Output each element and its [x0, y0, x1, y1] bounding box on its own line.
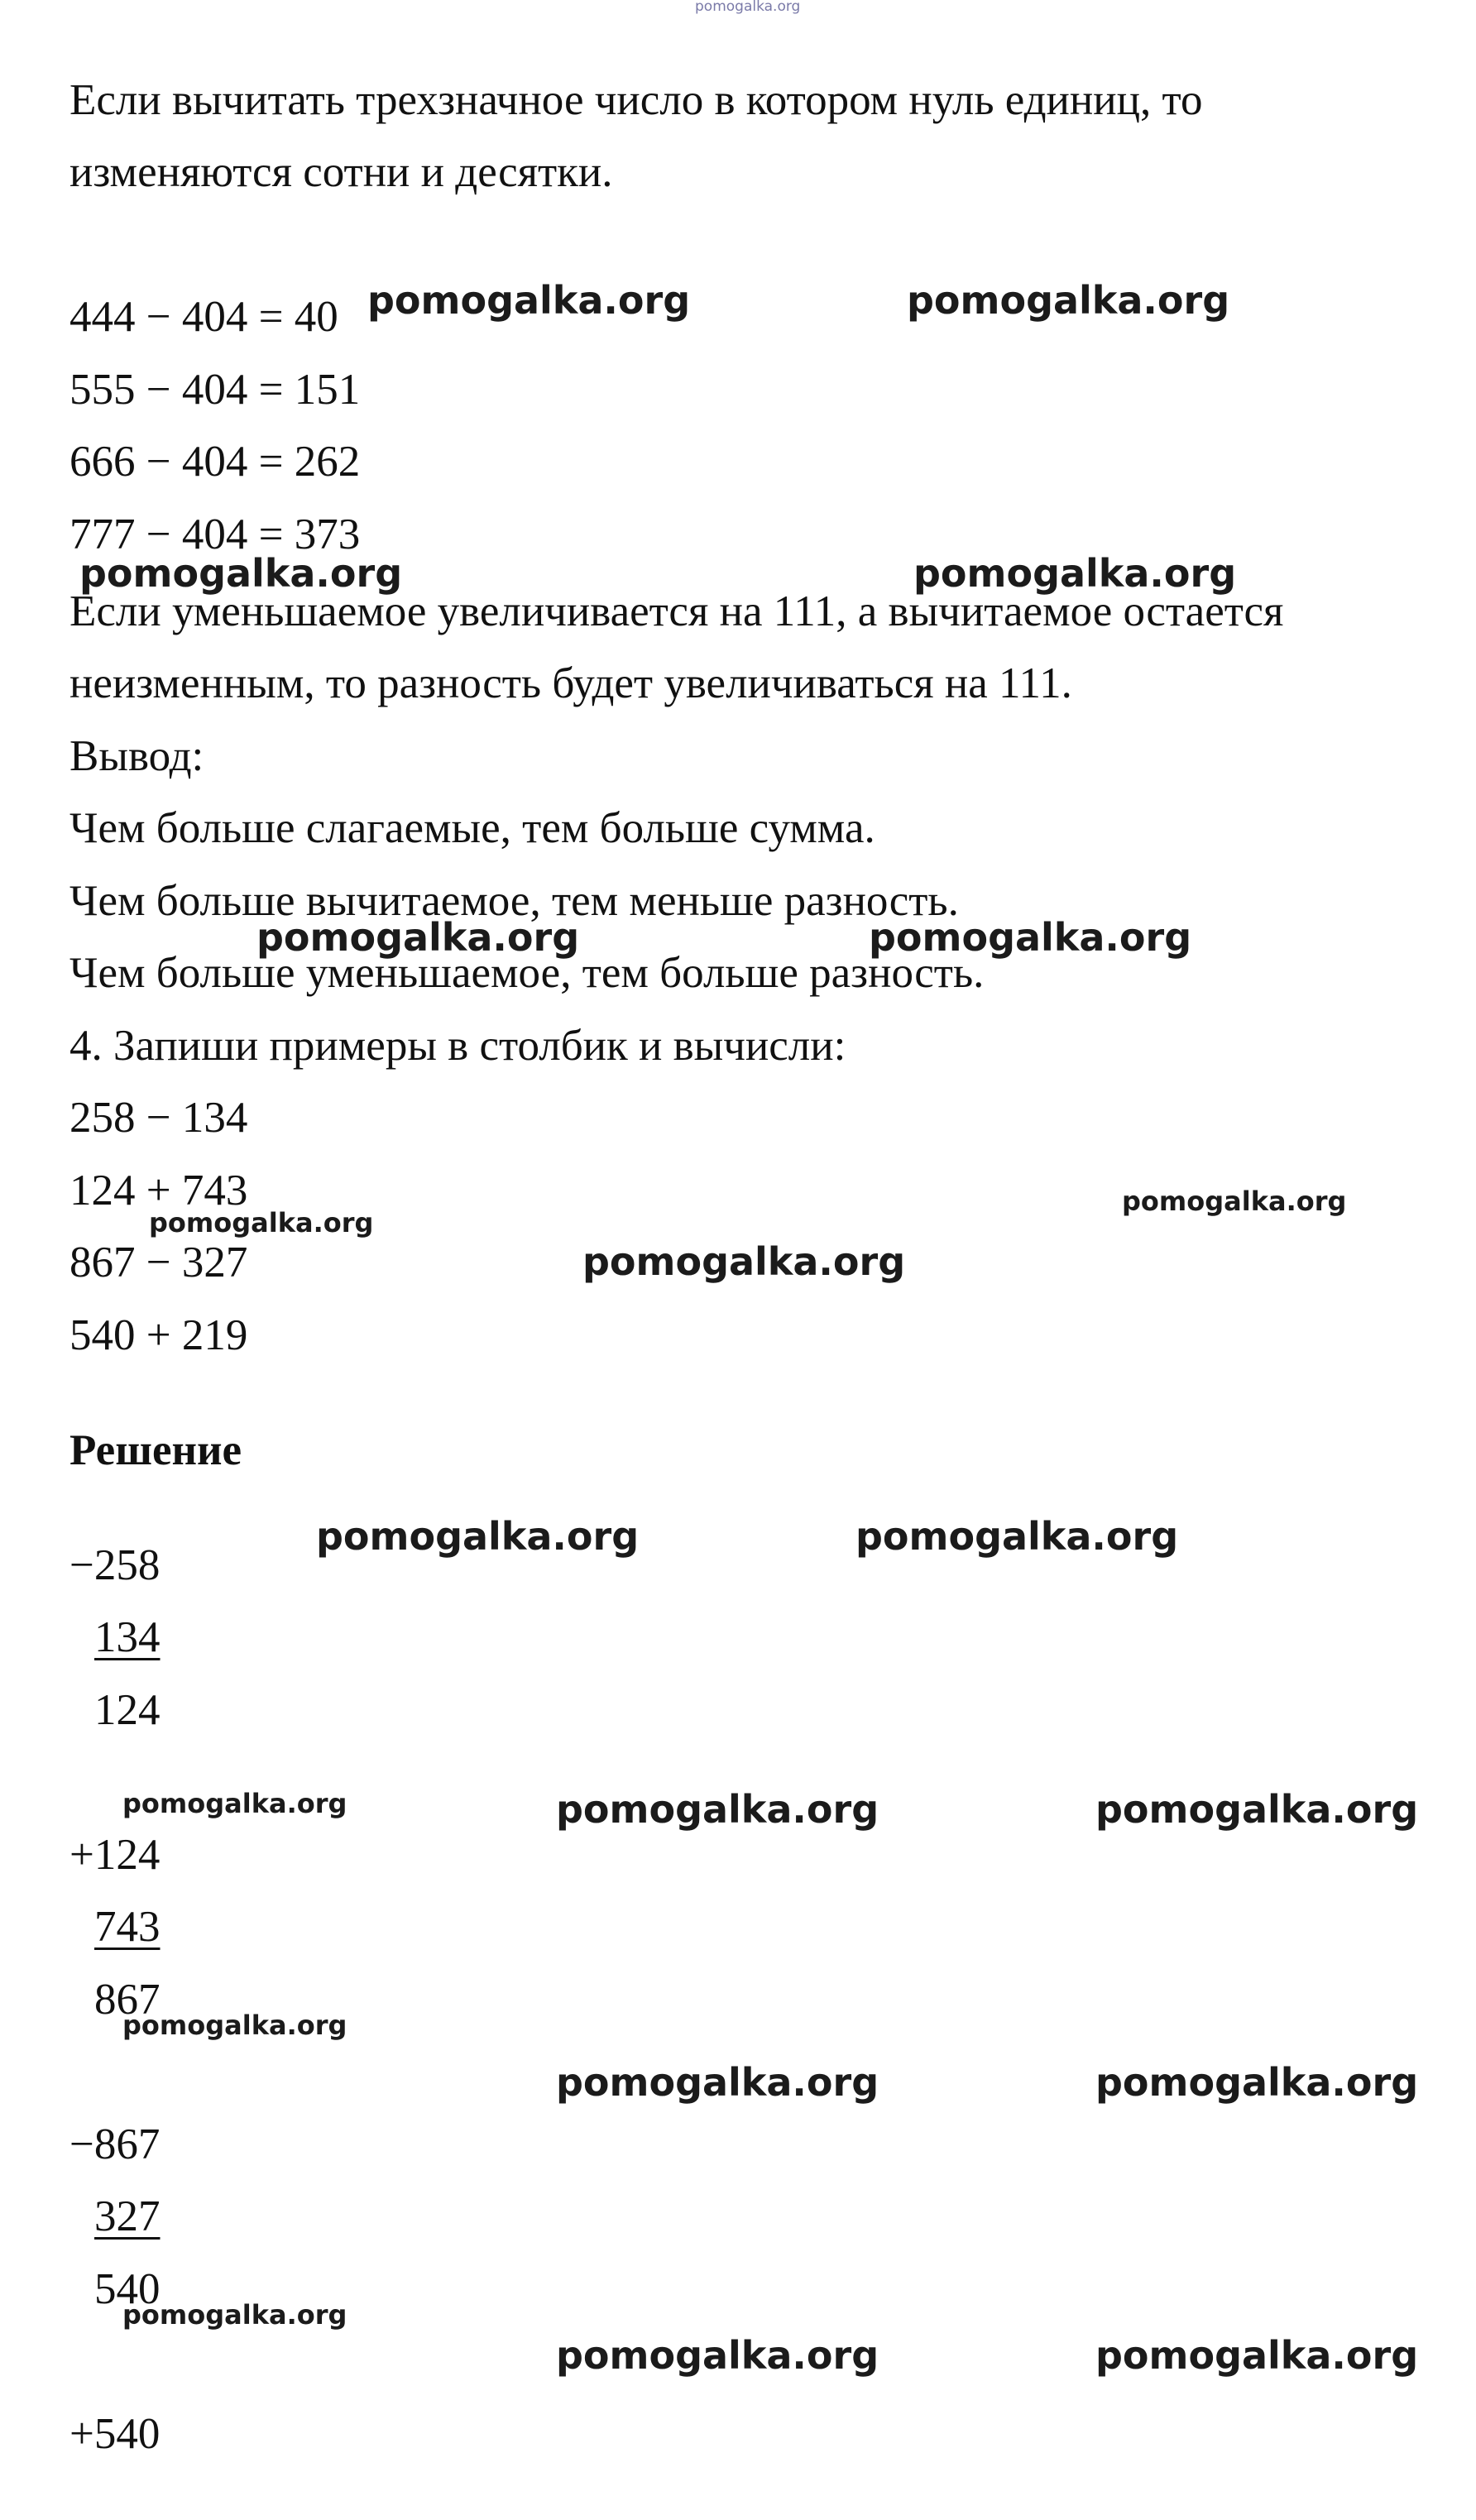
watermark: pomogalka.org — [1095, 1787, 1419, 1832]
watermark: pomogalka.org — [556, 1787, 879, 1832]
task-example-2: 124 + 743 — [69, 1167, 248, 1214]
watermark: pomogalka.org — [1095, 2333, 1419, 2378]
conclusion-item-1: Чем больше слагаемые, тем больше сумма. — [69, 804, 875, 852]
intro-line-2: изменяются сотни и десятки. — [69, 148, 613, 196]
task-title: 4. Запиши примеры в столбик и вычисли: — [69, 1022, 846, 1070]
column-4-first: +540 — [69, 2410, 161, 2458]
watermark: pomogalka.org — [316, 1514, 640, 1559]
observation-line-1: Если уменьшаемое увеличивается на 111, а вычитаемое остается — [69, 587, 1284, 635]
conclusion-item-3: Чем больше уменьшаемое, тем больше разность. — [69, 949, 985, 997]
watermark: pomogalka.org — [122, 2010, 347, 2041]
watermark: pomogalka.org — [913, 551, 1237, 596]
column-2-first: +124 — [69, 1831, 161, 1879]
watermark: pomogalka.org — [149, 1207, 374, 1238]
task-example-3: 867 − 327 — [69, 1238, 248, 1286]
column-3-first: −867 — [69, 2120, 161, 2168]
watermark: pomogalka.org — [1122, 1186, 1347, 1217]
watermark: pomogalka.org — [79, 551, 403, 596]
watermark: pomogalka.org — [122, 1788, 347, 1819]
equation-2: 555 − 404 = 151 — [69, 366, 361, 414]
column-3-result: 540 — [94, 2265, 161, 2313]
column-1-second: 134 — [94, 1613, 161, 1661]
watermark: pomogalka.org — [256, 915, 580, 960]
watermark: pomogalka.org — [907, 278, 1230, 323]
watermark: pomogalka.org — [367, 278, 691, 323]
watermark: pomogalka.org — [855, 1514, 1179, 1559]
watermark: pomogalka.org — [556, 2333, 879, 2378]
task-example-4: 540 + 219 — [69, 1311, 248, 1359]
observation-line-2: неизменным, то разность будет увеличиваться на 111. — [69, 659, 1072, 707]
watermark: pomogalka.org — [869, 915, 1192, 960]
intro-line-1: Если вычитать трехзначное число в котором нуль единиц, то — [69, 76, 1203, 124]
column-3-second: 327 — [94, 2192, 161, 2240]
solution-heading: Решение — [69, 1426, 242, 1474]
column-1-result: 124 — [94, 1686, 161, 1734]
conclusion-item-2: Чем больше вычитаемое, тем меньше разность. — [69, 877, 959, 925]
equation-3: 666 − 404 = 262 — [69, 438, 361, 486]
equation-4: 777 − 404 = 373 — [69, 510, 361, 558]
column-2-second: 743 — [94, 1903, 161, 1951]
watermark: pomogalka.org — [556, 2060, 879, 2105]
column-2-result: 867 — [94, 1976, 161, 2024]
watermark: pomogalka.org — [582, 1239, 906, 1284]
watermark: pomogalka.org — [1095, 2060, 1419, 2105]
equation-1: 444 − 404 = 40 — [69, 293, 338, 341]
header-site-link[interactable]: pomogalka.org — [695, 0, 801, 15]
watermark: pomogalka.org — [122, 2299, 347, 2331]
conclusion-heading: Вывод: — [69, 732, 204, 780]
task-example-1: 258 − 134 — [69, 1094, 248, 1142]
column-1-first: −258 — [69, 1541, 161, 1589]
